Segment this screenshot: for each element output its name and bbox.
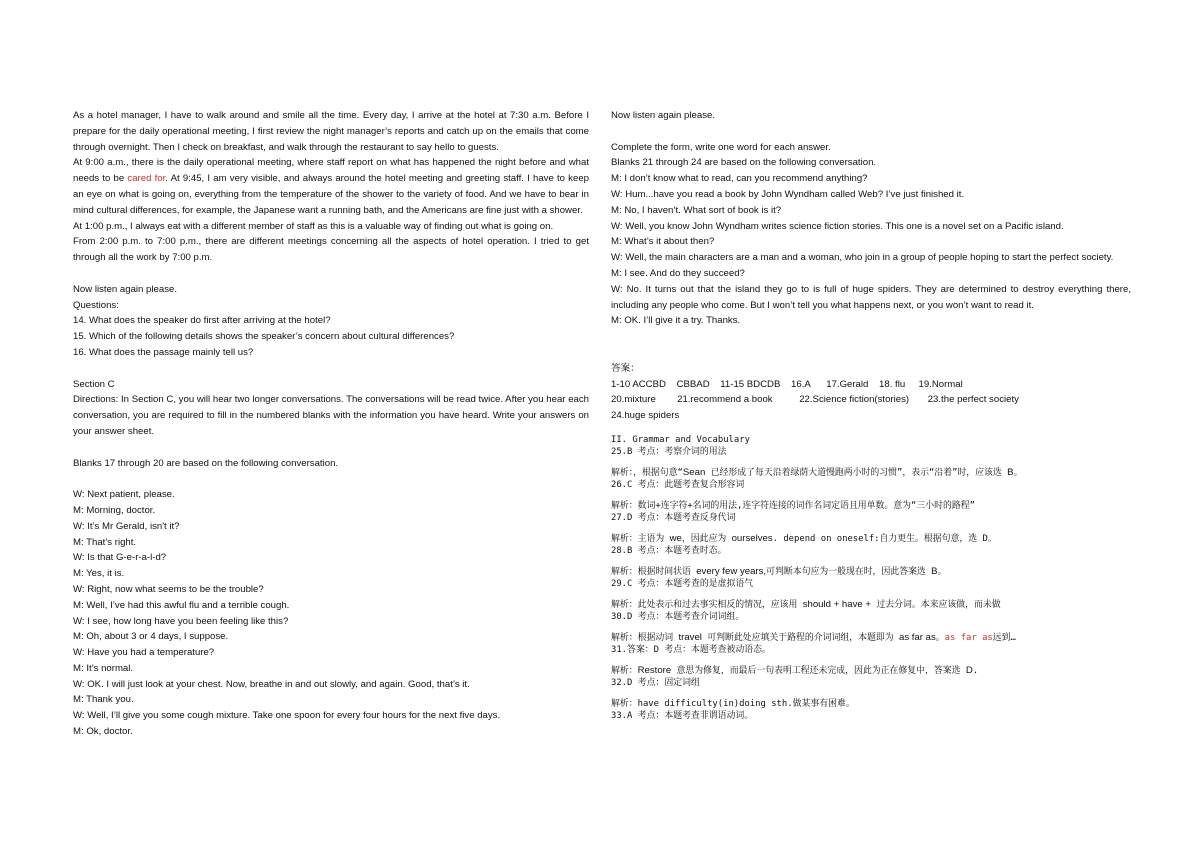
complete-form-instruction: Complete the form, write one word for each answer. (611, 141, 831, 153)
dialogue-line: W: No. It turns out that the island they go to is full of huge spiders. They are determined to destroy everything there, including any people who come. But I won’t tell you what happens next, or you won’t want to read it. (611, 283, 1131, 311)
explanation-term: travel (678, 631, 702, 643)
paragraph-2-text-b: . At 9:45, I am very visible, and always around the hotel meeting and greeting staff. I have to keep an eye on what is going on, everything from the temperature of the shower to the variety of food. And we have to bear in mind cultural differences, for example, the Japanese want a running bath, and the Americans are fine just with a shower. (73, 173, 589, 216)
dialogue-line: M: No, I haven’t. What sort of book is it? (611, 204, 782, 216)
explanation-text: 可判断本句应为一般现在时，因此答案选 (766, 566, 932, 577)
answer-line: 24.huge spiders (611, 410, 680, 422)
explanation-text: 已经形成了每天沿着绿荫大道慢跑两小时的习惯”，表示“沿着”时，应该选 (705, 467, 1008, 478)
explanation-text: 解析：，根据句意“ (611, 467, 683, 478)
question-16: 16. What does the passage mainly tell us? (73, 346, 254, 358)
explanation-term: D (965, 664, 973, 676)
item-explanation-27 (611, 533, 1131, 546)
item-head-27: 27.D 考点：本题考查反身代词 (611, 513, 736, 524)
dialogue-line: W: Well, I’ll give you some cough mixture. Take one spoon for every four hours for the next five days. (73, 710, 501, 722)
item-head-31: 31.答案：D 考点：本题考查被动语态。 (611, 645, 771, 656)
explanation-text: 可判断此处应填关于路程的介词词组，本题即为 (701, 632, 899, 643)
dialogue-line: M: It’s normal. (73, 662, 134, 674)
dialogue-line: M: What’s it about then? (611, 236, 715, 248)
dialogue-line: M: Yes, it is. (73, 568, 125, 580)
item-explanation-25 (611, 467, 1131, 480)
paragraph-2-text-a: At 9:00 a.m., there is the daily operational meeting, where staff report on what has happened the night before and what needs to be (73, 157, 589, 185)
item-head-32: 32.D 考点：固定词组 (611, 678, 700, 689)
dialogue-line: M: Oh, about 3 or 4 days, I suppose. (73, 631, 229, 643)
item-head-26: 26.C 考点：此题考查复合形容词 (611, 480, 745, 491)
explanation-text: 解析：此处表示和过去事实相反的情况，应该用 (611, 599, 803, 610)
item-head-29: 29.C 考点：本题考查的是虚拟语气 (611, 579, 754, 590)
explanation-term: B (931, 565, 938, 577)
explanation-text: 。 (937, 566, 947, 577)
item-head-25: 25.B 考点：考察介词的用法 (611, 447, 727, 458)
dialogue-line: W: It’s Mr Gerald, isn't it? (73, 520, 180, 532)
explanation-text: 解析：have difficulty(in)doing sth.做某事有困难。 (611, 698, 855, 709)
item-explanation-26 (611, 500, 1131, 513)
item-explanation-28 (611, 566, 1131, 579)
blanks-21-24-intro: Blanks 21 through 24 are based on the following conversation. (611, 157, 877, 169)
explanation-term: should + have + (802, 598, 871, 610)
explanation-text: . (972, 665, 979, 676)
answer-line: 1-10 ACCBD CBBAD 11-15 BDCDB 16.A 17.Gerald 18. flu 19.Normal (611, 378, 963, 390)
dialogue-line: W: Have you had a temperature? (73, 647, 215, 659)
explanation-term: Restore (637, 664, 672, 676)
listen-again-note: Now listen again please. (73, 283, 177, 295)
explanation-term: as far as (899, 631, 936, 643)
item-head-33: 33.A 考点：本题考查非谓语动词。 (611, 711, 754, 722)
explanation-text: ，因此应为 (681, 533, 732, 544)
explanation-text: 过去分词。本来应该做，而未做 (871, 599, 1001, 610)
questions-label: Questions: (73, 299, 119, 311)
dialogue-line: W: Right, now what seems to be the trouble? (73, 583, 264, 595)
explanation-text: 。 (935, 632, 945, 643)
passage-paragraph-3: At 1:00 p.m., I always eat with a different member of staff as this is a valuable way of finding out what is going on. (73, 220, 554, 232)
explanation-term: we (669, 532, 682, 544)
highlighted-phrase: cared for (127, 173, 166, 185)
dialogue-line: W: I see, how long have you been feeling like this? (73, 615, 289, 627)
dialogue-line: M: OK. I’ll give it a try. Thanks. (611, 315, 741, 327)
explanation-term: B (1007, 466, 1014, 478)
item-head-28: 28.B 考点：本题考查时态。 (611, 546, 727, 557)
dialogue-line: M: Morning, doctor. (73, 504, 156, 516)
explanation-text: . depend on oneself:自力更生。根据句意，选 D。 (772, 533, 997, 544)
item-explanation-31 (611, 665, 1131, 678)
section-c-heading: Section C (73, 378, 115, 390)
dialogue-line: W: Is that G-e-r-a-l-d? (73, 552, 167, 564)
dialogue-line: W: OK. I will just look at your chest. Now, breathe in and out slowly, and again. Good, that’s it. (73, 678, 470, 690)
dialogue-line: M: I don’t know what to read, can you recommend anything? (611, 173, 868, 185)
dialogue-line: W: Well, the main characters are a man and a woman, who join in a group of people hoping to start the perfect society. (611, 252, 1114, 264)
question-15: 15. Which of the following details shows the speaker’s concern about cultural differences? (73, 331, 455, 343)
answers-label: 答案： (611, 362, 640, 374)
explanation-text: 远到… (992, 632, 1016, 643)
explanation-term: Sean (682, 466, 706, 478)
dialogue-line: M: Well, I’ve had this awful flu and a terrible cough. (73, 599, 290, 611)
explanation-text: 解析： (611, 665, 638, 676)
passage-paragraph-1: As a hotel manager, I have to walk around and smile all the time. Every day, I arrive at the hotel at 7:30 a.m. Before I prepare for the daily operational meeting, I first review the night manager’s reports and catch up on the emails that come through overnight. Then I check on breakfast, and walk through the restaurant to say hello to guests. (73, 110, 589, 153)
dialogue-line: W: Next patient, please. (73, 489, 175, 501)
dialogue-line: W: Well, you know John Wyndham writes science fiction stories. This one is a novel set on a Pacific island. (611, 220, 1064, 232)
grammar-items (611, 446, 1131, 723)
dialogue-line: M: Thank you. (73, 694, 134, 706)
answer-line: 20.mixture 21.recommend a book 22.Science fiction(stories) 23.the perfect society (611, 394, 1019, 406)
explanation-text: 解析：数词+连字符+名词的用法,连字符连接的词作名词定语且用单数。意为“三小时的路程” (611, 500, 975, 511)
dialogue-line: M: Ok, doctor. (73, 726, 133, 738)
listen-again-note: Now listen again please. (611, 110, 715, 121)
explanation-term: ourselves (731, 532, 773, 544)
explanation-text: 意思为修复，而最后一句表明工程还未完成，因此为正在修复中，答案选 (671, 665, 966, 676)
passage-paragraph-4: From 2:00 p.m. to 7:00 p.m., there are different meetings concerning all the aspects of hotel operation. I tried to get through all the work by 7:00 p.m. (73, 236, 589, 264)
question-14: 14. What does the speaker do first after arriving at the hotel? (73, 315, 331, 327)
item-head-30: 30.D 考点：本题考查介词词组。 (611, 612, 745, 623)
item-explanation-32 (611, 698, 1131, 711)
explanation-text: 解析：根据动词 (611, 632, 679, 643)
dialogue-line: M: I see. And do they succeed? (611, 267, 745, 279)
section-c-directions: Directions: In Section C, you will hear two longer conversations. The conversations will be read twice. After you hear each conversation, you are required to fill in the numbered blanks with the information you have heard. Write your answers on your answer sheet. (73, 394, 589, 437)
item-explanation-30 (611, 632, 1131, 645)
passage-paragraph-2 (73, 155, 589, 218)
explanation-text: 解析：主语为 (611, 533, 670, 544)
highlighted-phrase: as far as (944, 632, 993, 643)
explanation-term: every few years, (696, 565, 767, 577)
dialogue-line: M: That’s right. (73, 536, 137, 548)
explanation-text: 解析：根据时间状语 (611, 566, 697, 577)
left-column (73, 108, 589, 740)
item-explanation-29 (611, 599, 1131, 612)
blanks-17-20-intro: Blanks 17 through 20 are based on the following conversation. (73, 457, 339, 469)
grammar-heading: II. Grammar and Vocabulary (611, 434, 750, 445)
explanation-text: 。 (1013, 467, 1023, 478)
right-column (611, 108, 1131, 723)
dialogue-line: W: Hum...have you read a book by John Wyndham called Web? I’ve just finished it. (611, 188, 965, 200)
